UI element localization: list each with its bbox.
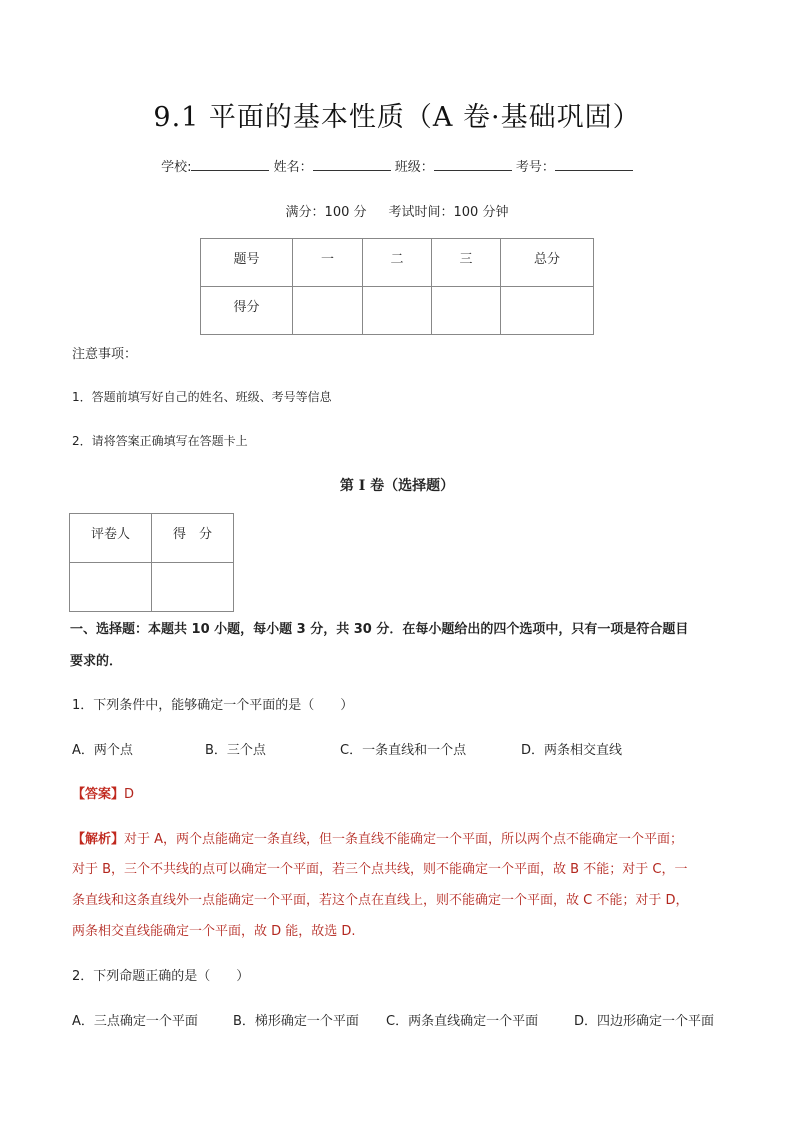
score-header-cell: 题号 <box>201 239 293 287</box>
grader-cell[interactable] <box>70 563 152 612</box>
score-table-header-row <box>201 239 594 287</box>
question-1-stem: 1．下列条件中，能够确定一个平面的是（ ） <box>72 698 354 713</box>
question-2-option-d: D．四边形确定一个平面 <box>574 1014 715 1029</box>
grader-cell[interactable] <box>152 563 234 612</box>
score-cell[interactable] <box>501 287 594 335</box>
school-label: 学校: <box>161 160 192 175</box>
class-label: 班级： <box>394 160 434 175</box>
analysis-text: 对于 A，两个点能确定一条直线，但一条直线不能确定一个平面，所以两个点不能确定一个平面； <box>124 832 684 847</box>
score-table-row <box>201 287 594 335</box>
answer-label: 【答案】 <box>72 787 125 802</box>
part1-instructions-line: 要求的． <box>70 654 123 669</box>
exam-meta <box>0 201 794 220</box>
score-header-cell: 一 <box>293 239 363 287</box>
name-label: 姓名： <box>273 160 313 175</box>
part1-instructions-line: 一、选择题：本题共 10 小题，每小题 3 分，共 30 分．在每小题给出的四个选项中，只有一项是符合题目 <box>70 622 689 637</box>
analysis-label: 【解析】 <box>72 832 125 847</box>
question-1-answer <box>72 783 134 802</box>
answer-value: D <box>124 787 135 802</box>
exam-number-blank <box>555 158 633 171</box>
exam-number-label: 考号： <box>515 160 555 175</box>
name-blank <box>313 158 391 171</box>
score-cell[interactable] <box>432 287 501 335</box>
grader-header-cell: 评卷人 <box>70 514 152 563</box>
note-item: 2．请将答案正确填写在答题卡上 <box>72 434 248 448</box>
question-1-option-a: A．两个点 <box>72 743 133 758</box>
grader-table <box>69 513 234 612</box>
analysis-line: 对于 B，三个不共线的点可以确定一个平面，若三个点共线，则不能确定一个平面，故 B 不能；对于 C，一 <box>72 862 688 877</box>
analysis-line: 两条相交直线能确定一个平面，故 D 能，故选 D. <box>72 924 356 939</box>
document-title: 9.1 平面的基本性质（A 卷·基础巩固） <box>153 102 641 133</box>
grader-header-cell: 得 分 <box>152 514 234 563</box>
question-2-stem: 2．下列命题正确的是（ ） <box>72 969 250 984</box>
question-2-option-c: C．两条直线确定一个平面 <box>386 1014 539 1029</box>
section-title: 第 I 卷（选择题） <box>339 478 455 494</box>
student-info-line <box>0 156 794 175</box>
full-score: 满分：100 分 <box>285 205 367 220</box>
analysis-line <box>72 828 683 847</box>
question-2-option-b: B．梯形确定一个平面 <box>233 1014 359 1029</box>
note-item: 1．答题前填写好自己的姓名、班级、考号等信息 <box>72 390 332 404</box>
question-1-option-d: D．两条相交直线 <box>521 743 623 758</box>
question-1-option-c: C．一条直线和一个点 <box>340 743 467 758</box>
question-2-option-a: A．三点确定一个平面 <box>72 1014 198 1029</box>
score-header-cell: 三 <box>432 239 501 287</box>
exam-time: 考试时间：100 分钟 <box>388 205 509 220</box>
score-row-label: 得分 <box>201 287 293 335</box>
class-blank <box>434 158 512 171</box>
question-1-option-b: B．三个点 <box>205 743 266 758</box>
grader-header-row <box>70 514 234 563</box>
score-cell[interactable] <box>293 287 363 335</box>
score-header-cell: 二 <box>363 239 432 287</box>
score-header-cell: 总分 <box>501 239 594 287</box>
grader-row <box>70 563 234 612</box>
analysis-line: 条直线和这条直线外一点能确定一个平面，若这个点在直线上，则不能确定一个平面，故 C 不能；对于 D， <box>72 893 689 908</box>
score-table <box>200 238 594 335</box>
notes-heading: 注意事项： <box>72 347 138 362</box>
score-cell[interactable] <box>363 287 432 335</box>
school-blank <box>191 158 269 171</box>
